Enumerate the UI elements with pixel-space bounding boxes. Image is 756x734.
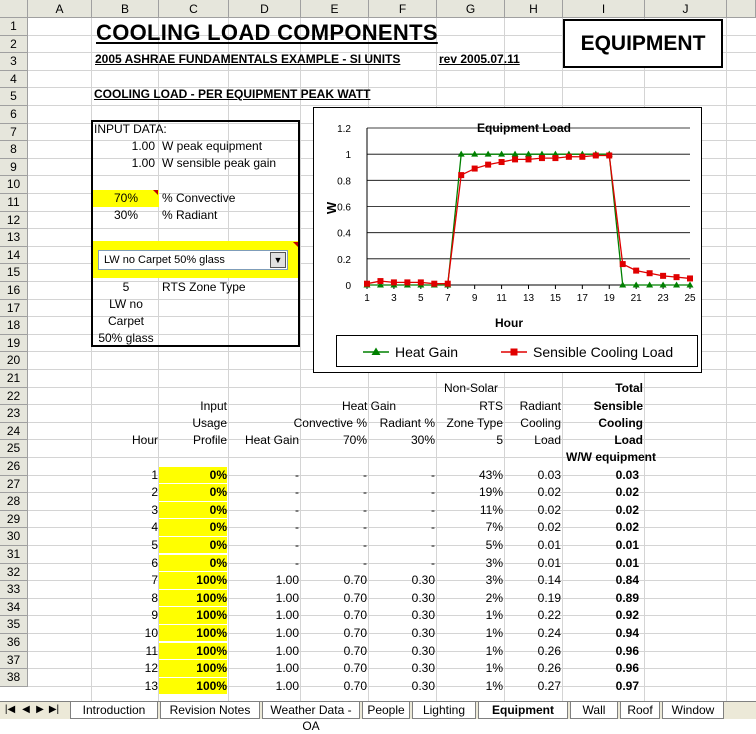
cell-total[interactable]: 0.97	[615, 678, 639, 693]
y-tick-label: 0	[345, 281, 351, 292]
cell-rcl[interactable]: 0.26	[537, 643, 561, 658]
cell-total[interactable]: 0.02	[615, 520, 639, 535]
hdr-hour: Hour	[131, 433, 158, 447]
cell-rad[interactable]: -	[431, 467, 435, 482]
data-point-cooling-load[interactable]	[391, 279, 397, 285]
cell-profile[interactable]: 0%	[159, 467, 227, 484]
x-tick-label: 9	[471, 293, 478, 304]
cell-conv[interactable]: 0.70	[343, 661, 367, 676]
row-header[interactable]: 7	[0, 124, 28, 142]
peak-equipment-label: W peak equipment	[162, 139, 263, 153]
row-header[interactable]: 38	[0, 669, 28, 687]
column-header[interactable]: B	[92, 0, 159, 18]
column-header[interactable]: A	[28, 0, 92, 18]
data-point-cooling-load[interactable]	[606, 152, 612, 158]
hdr-zone-type: Zone Type	[446, 416, 503, 430]
chart-legend[interactable]	[336, 335, 698, 367]
cell-profile[interactable]: 100%	[159, 625, 227, 642]
data-point-cooling-load[interactable]	[472, 166, 478, 172]
hdr-total: Total	[615, 381, 643, 395]
revision-label: rev 2005.07.11	[439, 52, 520, 66]
hdr-radiant: Radiant	[519, 399, 561, 413]
x-tick-label: 23	[657, 293, 669, 304]
row-header[interactable]: 3	[0, 53, 28, 71]
cell-hour[interactable]: 1	[151, 467, 158, 482]
equipment-load-chart[interactable]	[313, 107, 702, 373]
zone-desc-line2: Carpet	[107, 314, 145, 328]
row-header[interactable]: 2	[0, 36, 28, 54]
section-heading: COOLING LOAD - PER EQUIPMENT PEAK WATT	[94, 87, 371, 101]
x-tick-label: 19	[603, 293, 615, 304]
cell-total[interactable]: 0.02	[615, 502, 639, 517]
radiant-label: % Radiant	[162, 208, 218, 222]
data-point-cooling-load[interactable]	[687, 275, 693, 281]
data-point-cooling-load[interactable]	[526, 156, 532, 162]
convective-label: % Convective	[162, 191, 236, 205]
row-header[interactable]: 21	[0, 370, 28, 388]
cell-hour[interactable]: 4	[151, 520, 158, 535]
first-sheet-icon[interactable]: |◀	[4, 704, 16, 715]
cell-conv[interactable]: -	[363, 555, 367, 570]
cell-profile[interactable]: 100%	[159, 678, 227, 695]
comment-indicator	[293, 242, 298, 247]
row-header[interactable]: 26	[0, 458, 28, 476]
cell-rcl[interactable]: 0.02	[537, 485, 561, 500]
cell-rad[interactable]: -	[431, 502, 435, 517]
cell-rts[interactable]: 7%	[485, 520, 503, 535]
cell-rad[interactable]: -	[431, 520, 435, 535]
row-header[interactable]: 15	[0, 264, 28, 282]
data-point-cooling-load[interactable]	[539, 155, 545, 161]
row-header[interactable]: 12	[0, 212, 28, 230]
row-header[interactable]: 27	[0, 476, 28, 494]
cell-hour[interactable]: 6	[151, 555, 158, 570]
x-tick-label: 13	[522, 293, 535, 304]
cell-total[interactable]: 0.01	[615, 537, 639, 552]
cell-rts[interactable]: 3%	[485, 573, 503, 588]
cell-rts[interactable]: 1%	[485, 625, 503, 640]
cell-profile[interactable]: 100%	[159, 572, 227, 589]
cell-profile[interactable]: 100%	[159, 590, 227, 607]
hdr-convective: Convective %	[293, 416, 367, 430]
cell-profile[interactable]: 0%	[159, 537, 227, 554]
x-tick-label: 17	[576, 293, 588, 304]
rts-zone-label: RTS Zone Type	[162, 280, 246, 294]
cell-hg[interactable]: 1.00	[275, 661, 299, 676]
row-header[interactable]: 33	[0, 581, 28, 599]
cell-total[interactable]: 0.01	[615, 555, 639, 570]
cell-hg[interactable]: 1.00	[275, 608, 299, 623]
cell-hg[interactable]: -	[295, 485, 299, 500]
cell-conv[interactable]: 0.70	[343, 625, 367, 640]
cell-rad[interactable]: -	[431, 485, 435, 500]
cell-conv[interactable]: 0.70	[343, 573, 367, 588]
x-tick-label: 25	[684, 293, 696, 304]
convective-value[interactable]: 70%	[113, 191, 139, 205]
cell-rad[interactable]: 0.30	[411, 643, 435, 658]
cell-hg[interactable]: 1.00	[275, 573, 299, 588]
hdr-profile: Profile	[192, 433, 227, 447]
row-header[interactable]: 16	[0, 282, 28, 300]
cell-total[interactable]: 0.03	[615, 467, 639, 482]
cell-rad[interactable]: 0.30	[411, 625, 435, 640]
cell-profile[interactable]: 100%	[159, 660, 227, 677]
cell-hour[interactable]: 12	[144, 661, 158, 676]
cell-rts[interactable]: 43%	[478, 467, 503, 482]
data-point-cooling-load[interactable]	[566, 154, 572, 160]
cell-rad[interactable]: 0.30	[411, 661, 435, 676]
cell-rcl[interactable]: 0.19	[537, 590, 561, 605]
cell-rts[interactable]: 19%	[478, 485, 503, 500]
row-header[interactable]: 17	[0, 300, 28, 318]
cell-rad[interactable]: -	[431, 555, 435, 570]
data-point-cooling-load[interactable]	[418, 279, 424, 285]
sensible-gain-label: W sensible peak gain	[162, 156, 277, 170]
y-tick-label: 1.2	[337, 124, 351, 135]
cell-rts[interactable]: 5%	[485, 537, 503, 552]
cell-hour[interactable]: 7	[151, 573, 158, 588]
cell-profile[interactable]: 0%	[159, 519, 227, 536]
legend-heat-gain: Heat Gain	[395, 344, 459, 360]
row-header[interactable]: 29	[0, 511, 28, 529]
sheet-tab[interactable]: Equipment	[478, 702, 568, 719]
dropdown-value: LW no Carpet 50% glass	[104, 254, 225, 266]
x-tick-label: 11	[496, 293, 507, 304]
cell-rcl[interactable]: 0.22	[537, 608, 561, 623]
row-header[interactable]: 24	[0, 423, 28, 441]
row-header[interactable]: 35	[0, 616, 28, 634]
data-point-cooling-load[interactable]	[512, 156, 518, 162]
row-header[interactable]: 13	[0, 229, 28, 247]
y-tick-label: 0.8	[337, 176, 351, 188]
row-header[interactable]: 9	[0, 159, 28, 177]
cell-conv[interactable]: 0.70	[343, 678, 367, 693]
cell-hour[interactable]: 2	[151, 485, 158, 500]
data-point-cooling-load[interactable]	[579, 154, 585, 160]
row-header[interactable]: 32	[0, 564, 28, 582]
data-point-cooling-load[interactable]	[499, 159, 505, 165]
cell-hour[interactable]: 8	[151, 590, 158, 605]
cell-rcl[interactable]: 0.24	[537, 625, 561, 640]
cell-rts[interactable]: 1%	[485, 643, 503, 658]
column-header[interactable]: C	[159, 0, 229, 18]
zone-desc-line1: LW no	[109, 297, 143, 311]
row-header[interactable]: 10	[0, 176, 28, 194]
cell-profile[interactable]: 0%	[159, 502, 227, 519]
row-header[interactable]: 8	[0, 141, 28, 159]
prev-sheet-icon[interactable]: ◀	[22, 704, 30, 715]
data-point-cooling-load[interactable]	[674, 274, 680, 280]
sensible-gain-value[interactable]: 1.00	[131, 156, 155, 170]
row-header[interactable]: 25	[0, 440, 28, 458]
cell-hg[interactable]: -	[295, 467, 299, 482]
data-point-cooling-load[interactable]	[364, 281, 370, 287]
cell-hg[interactable]: 1.00	[275, 625, 299, 640]
page-subtitle: 2005 ASHRAE FUNDAMENTALS EXAMPLE - SI UNITS	[95, 52, 401, 66]
hdr-heat-gain: Heat Gain	[341, 399, 397, 413]
cell-conv[interactable]: -	[363, 502, 367, 517]
column-header[interactable]: I	[563, 0, 645, 18]
hdr-load: Load	[534, 433, 561, 447]
row-header[interactable]: 34	[0, 599, 28, 617]
row-header[interactable]: 31	[0, 546, 28, 564]
cell-rcl[interactable]: 0.03	[537, 467, 561, 482]
cell-hg[interactable]: -	[295, 537, 299, 552]
cell-rcl[interactable]: 0.14	[537, 573, 561, 588]
row-header[interactable]: 5	[0, 88, 28, 106]
cell-conv[interactable]: 0.70	[343, 643, 367, 658]
cell-hg[interactable]: 1.00	[275, 643, 299, 658]
row-header[interactable]: 14	[0, 247, 28, 265]
equipment-badge: EQUIPMENT	[563, 19, 723, 68]
data-point-cooling-load[interactable]	[445, 281, 451, 287]
sheet-tab[interactable]: Window	[662, 702, 724, 719]
cell-conv[interactable]: -	[363, 520, 367, 535]
row-header[interactable]: 37	[0, 652, 28, 670]
row-header[interactable]: 23	[0, 405, 28, 423]
cell-hg[interactable]: 1.00	[275, 590, 299, 605]
hdr-units: W/W equipment	[566, 450, 656, 464]
cell-rad[interactable]: 0.30	[411, 608, 435, 623]
data-point-cooling-load[interactable]	[404, 279, 410, 285]
cell-rts[interactable]: 1%	[485, 608, 503, 623]
row-header[interactable]: 1	[0, 18, 28, 36]
cell-total[interactable]: 0.84	[615, 573, 639, 588]
x-tick-label: 3	[391, 293, 397, 304]
cell-hour[interactable]: 3	[151, 502, 158, 517]
cell-rts[interactable]: 1%	[485, 678, 503, 693]
hdr-zone-value: 5	[496, 433, 503, 447]
row-header[interactable]: 22	[0, 388, 28, 406]
radiant-value[interactable]: 30%	[113, 208, 139, 222]
zone-desc-line3: 50% glass	[98, 331, 154, 345]
cell-total[interactable]: 0.02	[615, 485, 639, 500]
cell-rts[interactable]: 2%	[485, 590, 503, 605]
cell-rcl[interactable]: 0.02	[537, 502, 561, 517]
cell-hour[interactable]: 5	[151, 537, 158, 552]
cell-hg[interactable]: -	[295, 520, 299, 535]
column-header[interactable]: F	[369, 0, 437, 18]
hdr-cooling: Cooling	[520, 416, 561, 430]
legend-svg	[337, 336, 699, 368]
row-header[interactable]: 18	[0, 317, 28, 335]
x-tick-label: 5	[418, 293, 424, 304]
next-sheet-icon[interactable]: ▶	[36, 704, 44, 715]
cell-rad[interactable]: 0.30	[411, 678, 435, 693]
cell-total[interactable]: 0.92	[615, 608, 639, 623]
row-header[interactable]: 30	[0, 528, 28, 546]
row-header[interactable]: 11	[0, 194, 28, 212]
hdr-input: Input	[200, 399, 227, 413]
cell-total[interactable]: 0.96	[615, 643, 639, 658]
data-point-cooling-load[interactable]	[620, 261, 626, 267]
cell-hour[interactable]: 9	[151, 608, 158, 623]
series-line-heat-gain	[367, 154, 690, 285]
cell-rcl[interactable]: 0.02	[537, 520, 561, 535]
cell-total[interactable]: 0.94	[615, 625, 639, 640]
sheet-tab[interactable]: Revision Notes	[160, 702, 260, 719]
data-point-cooling-load[interactable]	[377, 278, 383, 284]
hdr-usage: Usage	[192, 416, 227, 430]
cell-total[interactable]: 0.96	[615, 661, 639, 676]
cell-hg[interactable]: -	[295, 555, 299, 570]
cell-rcl[interactable]: 0.01	[537, 555, 561, 570]
data-point-cooling-load[interactable]	[458, 172, 464, 178]
select-all-corner[interactable]	[0, 0, 28, 18]
x-tick-label: 15	[549, 293, 561, 304]
page-title: COOLING LOAD COMPONENTS	[96, 20, 438, 45]
data-point-cooling-load[interactable]	[552, 155, 558, 161]
y-tick-label: 0.4	[337, 228, 351, 240]
cell-hour[interactable]: 13	[144, 678, 158, 693]
last-sheet-icon[interactable]: ▶|	[48, 704, 60, 715]
cell-conv[interactable]: -	[363, 467, 367, 482]
column-header[interactable]: J	[645, 0, 727, 18]
hdr-cooling-total: Cooling	[598, 416, 643, 430]
data-point-cooling-load[interactable]	[660, 273, 666, 279]
series-line-cooling-load	[367, 155, 690, 283]
cell-profile[interactable]: 0%	[159, 555, 227, 572]
column-header[interactable]: D	[229, 0, 301, 18]
cell-rts[interactable]: 1%	[485, 661, 503, 676]
y-tick-label: 0.2	[337, 254, 351, 266]
cell-total[interactable]: 0.89	[615, 590, 639, 605]
y-axis-label: W	[324, 201, 339, 215]
input-data-label: INPUT DATA:	[94, 122, 167, 136]
cell-rcl[interactable]: 0.27	[537, 678, 561, 693]
cell-rad[interactable]: -	[431, 537, 435, 552]
sheet-tab[interactable]: Roof	[620, 702, 660, 719]
x-tick-label: 21	[630, 293, 642, 304]
cell-profile[interactable]: 100%	[159, 643, 227, 660]
sheet-tab[interactable]: Introduction	[70, 702, 158, 719]
cell-conv[interactable]: -	[363, 537, 367, 552]
data-point-cooling-load[interactable]	[647, 270, 653, 276]
zone-type-dropdown[interactable]	[98, 250, 288, 270]
x-axis-label: Hour	[495, 316, 523, 330]
cell-hg[interactable]: -	[295, 502, 299, 517]
row-header[interactable]: 6	[0, 106, 28, 124]
hdr-rts: RTS	[479, 399, 503, 413]
row-header[interactable]: 20	[0, 352, 28, 370]
cell-rcl[interactable]: 0.01	[537, 537, 561, 552]
y-tick-label: 1	[345, 150, 351, 162]
column-header-filler	[727, 0, 756, 18]
cell-rad[interactable]: 0.30	[411, 573, 435, 588]
data-point-cooling-load[interactable]	[633, 268, 639, 274]
hdr-load-total: Load	[614, 433, 643, 447]
x-tick-label: 7	[444, 293, 451, 304]
chart-title: Equipment Load	[477, 121, 571, 135]
row-header[interactable]: 28	[0, 493, 28, 511]
cell-rad[interactable]: 0.30	[411, 590, 435, 605]
cell-conv[interactable]: -	[363, 485, 367, 500]
cell-profile[interactable]: 100%	[159, 607, 227, 624]
sheet-tab[interactable]: Wall	[570, 702, 618, 719]
row-header[interactable]: 36	[0, 634, 28, 652]
sheet-tab[interactable]: Weather Data - OA	[262, 702, 360, 719]
cell-hg[interactable]: 1.00	[275, 678, 299, 693]
rts-zone-value[interactable]: 5	[122, 280, 130, 294]
cell-conv[interactable]: 0.70	[343, 590, 367, 605]
legend-cooling-load: Sensible Cooling Load	[533, 344, 674, 360]
sheet-tab[interactable]: Lighting	[412, 702, 476, 719]
data-point-cooling-load[interactable]	[431, 281, 437, 287]
cell-rts[interactable]: 3%	[485, 555, 503, 570]
peak-equipment-value[interactable]: 1.00	[131, 139, 155, 153]
column-header[interactable]: H	[505, 0, 563, 18]
square-marker-icon	[511, 349, 518, 356]
data-point-cooling-load[interactable]	[593, 152, 599, 158]
hdr-conv-value: 70%	[342, 433, 367, 447]
column-header[interactable]: G	[437, 0, 505, 18]
sheet-tab-bar	[0, 701, 756, 733]
cell-profile[interactable]: 0%	[159, 484, 227, 501]
column-header[interactable]: E	[301, 0, 369, 18]
y-tick-label: 0.6	[337, 202, 351, 214]
hdr-sensible: Sensible	[593, 399, 643, 413]
cell-conv[interactable]: 0.70	[343, 608, 367, 623]
cell-rcl[interactable]: 0.26	[537, 661, 561, 676]
chevron-down-icon[interactable]: ▼	[270, 252, 286, 268]
cell-rts[interactable]: 11%	[479, 502, 503, 517]
hdr-radiant-pct: Radiant %	[379, 416, 435, 430]
data-point-cooling-load[interactable]	[485, 162, 491, 168]
row-header[interactable]: 19	[0, 335, 28, 353]
cell-hour[interactable]: 10	[144, 625, 158, 640]
cell-hour[interactable]: 11	[145, 643, 158, 658]
hdr-hg: Heat Gain	[244, 433, 299, 447]
x-tick-label: 1	[364, 293, 370, 304]
hdr-nonsolar: Non-Solar	[443, 381, 499, 395]
hdr-rad-value: 30%	[410, 433, 435, 447]
sheet-tab[interactable]: People	[362, 702, 410, 719]
row-header[interactable]: 4	[0, 71, 28, 89]
